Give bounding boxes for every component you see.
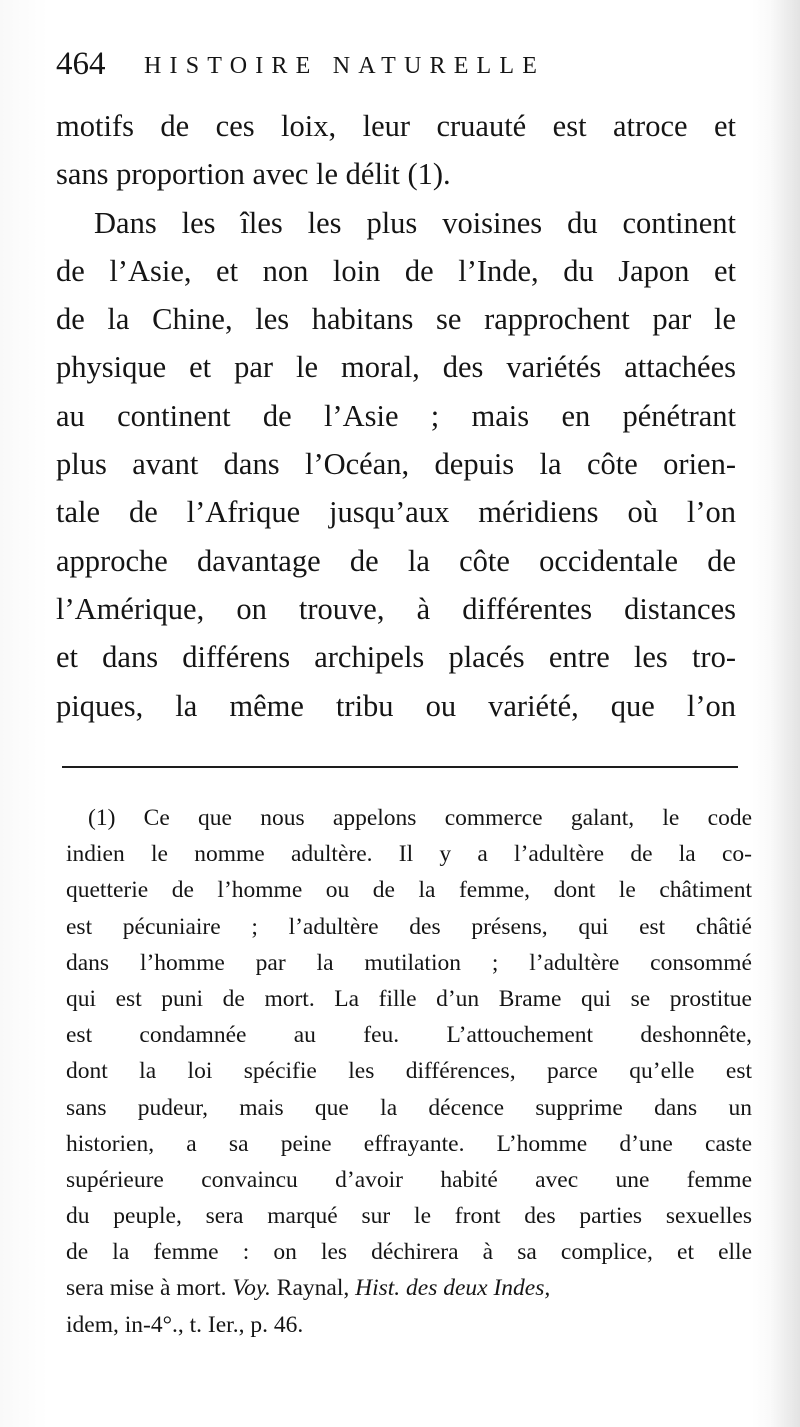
reference-idem: idem, bbox=[66, 1311, 119, 1338]
footnote-line: de la femme : on les déchirera à sa complice, et elle bbox=[66, 1239, 752, 1266]
reference-volume-page: t. Ier., p. 46. bbox=[189, 1311, 304, 1338]
reference-voy: Voy. bbox=[232, 1275, 271, 1302]
reference-work: Hist. des deux Indes, bbox=[355, 1275, 551, 1302]
footnote-line: sans pudeur, mais que la décence supprime dans un bbox=[66, 1094, 752, 1121]
reference-format: in-4°., bbox=[124, 1311, 184, 1338]
footnote-line: est condamnée au feu. L’attouchement deshonnête, bbox=[66, 1022, 752, 1049]
footnote-line: dans l’homme par la mutilation ; l’adultère consommé bbox=[66, 949, 752, 976]
footnote-line: historien, a sa peine effrayante. L’homme d’une caste bbox=[66, 1130, 752, 1157]
footnote-line: qui est puni de mort. La fille d’un Brame qui se prostitue bbox=[66, 985, 752, 1012]
running-title: HISTOIRE NATURELLE bbox=[144, 53, 546, 79]
text-line: motifs de ces loix, leur cruauté est atroce et bbox=[56, 109, 736, 143]
footnote-line: indien le nomme adultère. Il y a l’adultère de la co- bbox=[66, 841, 752, 868]
footnote-line: dont la loi spécifie les différences, parce qu’elle est bbox=[66, 1058, 752, 1085]
text-line: l’Amérique, on trouve, à différentes distances bbox=[56, 591, 736, 626]
footnote-reference-continuation bbox=[66, 1307, 752, 1343]
footnote-rule bbox=[62, 766, 738, 768]
footnote-line: (1) Ce que nous appelons commerce galant, le code bbox=[88, 805, 752, 831]
page-edge-shadow bbox=[770, 0, 800, 1427]
main-text bbox=[56, 102, 736, 730]
footnote-reference-line bbox=[66, 1270, 752, 1306]
text-line: tale de l’Afrique jusqu’aux méridiens où l’on bbox=[56, 495, 736, 530]
reference-lead: sera mise à mort. bbox=[66, 1275, 227, 1302]
text-line: et dans différens archipels placés entre les tro- bbox=[56, 640, 736, 675]
text-line: sans proportion avec le délit (1). bbox=[56, 157, 451, 192]
running-head bbox=[56, 42, 746, 86]
text-line: approche davantage de la côte occidentale de bbox=[56, 543, 736, 578]
text-line: physique et par le moral, des variétés attachées bbox=[56, 350, 736, 385]
footnote-line: est pécuniaire ; l’adultère des présens, qui est châtié bbox=[66, 913, 752, 940]
footnote-line: quetterie de l’homme ou de la femme, dont le châtiment bbox=[66, 877, 752, 904]
footnote-line: du peuple, sera marqué sur le front des parties sexuelles bbox=[66, 1203, 752, 1230]
text-line: au continent de l’Asie ; mais en pénétrant bbox=[56, 398, 736, 433]
text-line: plus avant dans l’Océan, depuis la côte orien- bbox=[56, 447, 736, 482]
text-line: de l’Asie, et non loin de l’Inde, du Japon et bbox=[56, 253, 736, 288]
paragraph-first-line: Dans les îles les plus voisines du continent bbox=[94, 205, 736, 240]
reference-author: Raynal, bbox=[276, 1275, 350, 1302]
page-number: 464 bbox=[56, 46, 106, 82]
text-line: piques, la même tribu ou variété, que l’on bbox=[56, 688, 736, 723]
footnote-line: supérieure convaincu d’avoir habité avec une femme bbox=[66, 1166, 752, 1193]
text-line: de la Chine, les habitans se rapprochent par le bbox=[56, 302, 736, 337]
footnote bbox=[66, 800, 752, 1343]
